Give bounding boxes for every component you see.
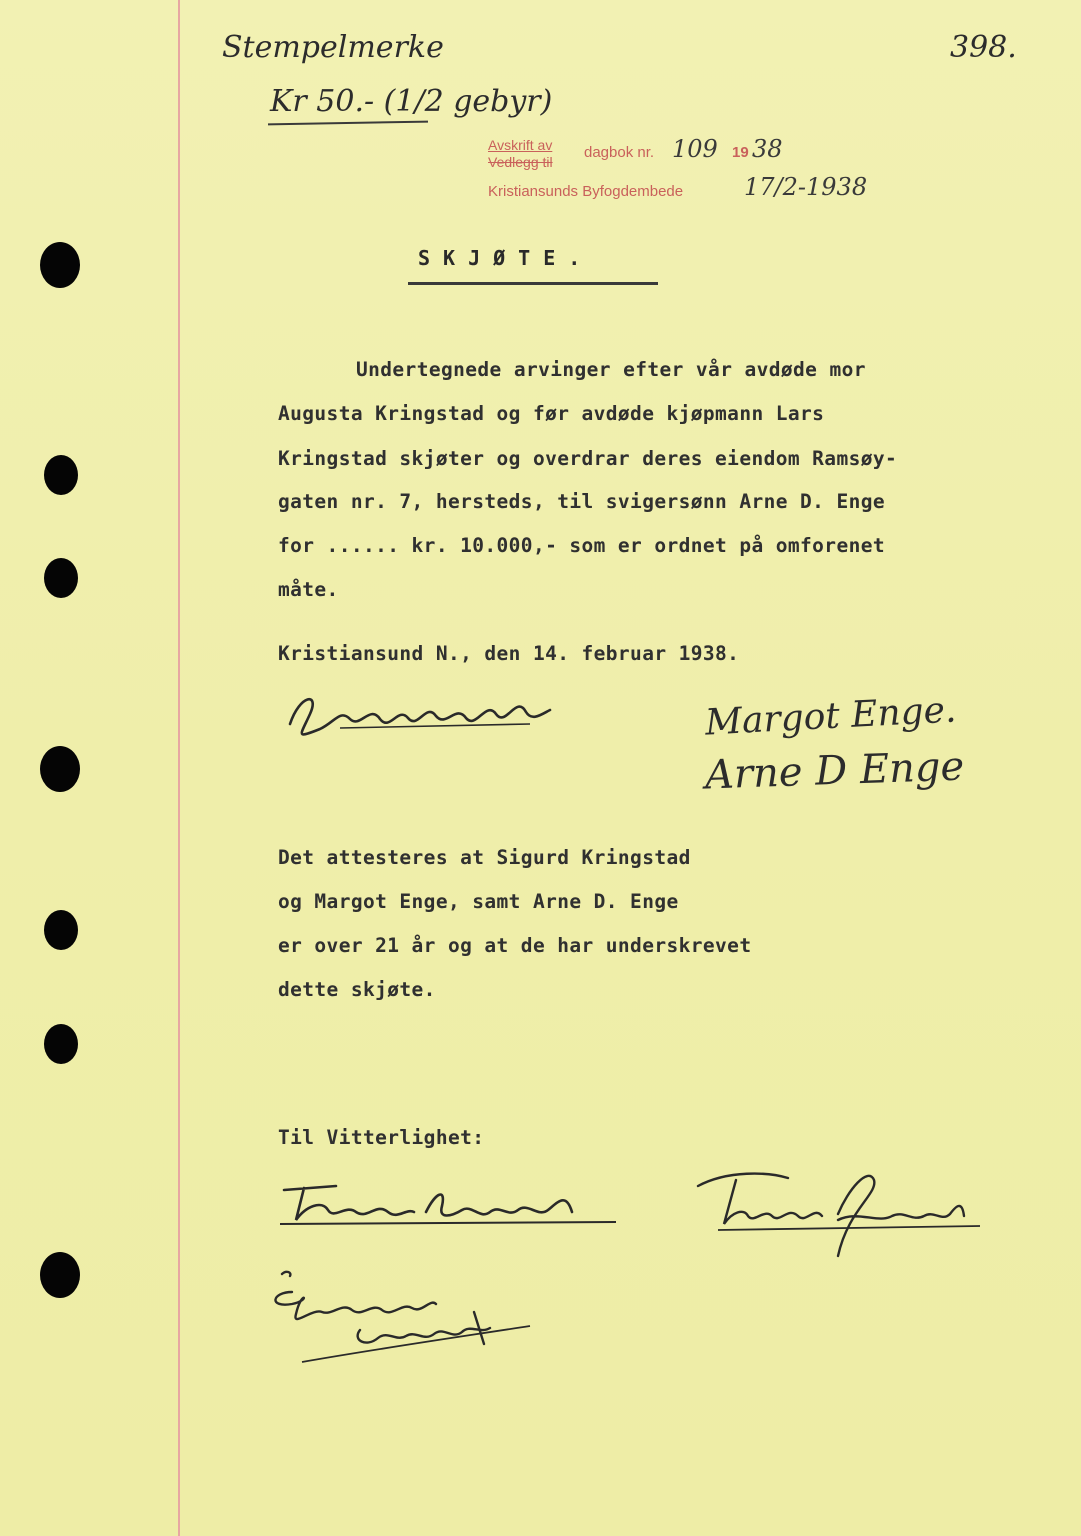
witness-label: Til Vitterlighet: [278, 1126, 485, 1149]
margin-rule [178, 0, 180, 1536]
punch-hole [40, 746, 80, 792]
year-suffix: 38 [752, 135, 783, 163]
body-line: Kringstad skjøter og overdrar deres eiendom Ramsøy- [278, 447, 898, 470]
stamp-marking-line2: Kr 50.- (1/2 gebyr) [270, 84, 553, 119]
body-line: gaten nr. 7, hersteds, til svigersønn Arne D. Enge [278, 490, 885, 513]
dagbok-number: 109 [672, 135, 718, 163]
stamp-year-prefix: 19 [732, 144, 749, 161]
signature-arne-enge: Arne D Enge [704, 743, 965, 799]
signature-margot-enge: Margot Enge. [704, 689, 958, 744]
body-line: Augusta Kringstad og før avdøde kjøpmann Lars [278, 402, 825, 425]
attestation-line: og Margot Enge, samt Arne D. Enge [278, 890, 679, 913]
signature-peder-lunvik [276, 1176, 621, 1232]
registry-date: 17/2-1938 [744, 173, 868, 201]
stamp-line1-a: Avskrift av [488, 137, 553, 153]
punch-hole [44, 558, 78, 598]
attestation-line: er over 21 år og at de har underskrevet [278, 934, 752, 957]
punch-hole [40, 1252, 80, 1298]
stamp-dagbok-label: dagbok nr. [584, 144, 655, 161]
attestation-line: dette skjøte. [278, 978, 436, 1001]
attestation-line: Det attesteres at Sigurd Kringstad [278, 846, 691, 869]
body-line: måte. [278, 578, 339, 601]
place-date: Kristiansund N., den 14. februar 1938. [278, 642, 740, 665]
body-line: for ...... kr. 10.000,- som er ordnet på omforenet [278, 534, 885, 557]
stamp-line1-b: Vedlegg til [488, 154, 553, 170]
signature-ingeborg-smidt [262, 1268, 542, 1364]
signature-torleif-lund [688, 1160, 988, 1260]
stamp-marking-line1: Stempelmerke [222, 30, 444, 65]
title-underline [408, 282, 658, 285]
punch-hole [44, 455, 78, 495]
signature-sigurd-kringstad [280, 684, 560, 744]
punch-hole [40, 242, 80, 288]
punch-hole [44, 910, 78, 950]
page-number: 398. [950, 30, 1017, 65]
body-line: Undertegnede arvinger efter vår avdøde mor [356, 358, 866, 381]
punch-hole [44, 1024, 78, 1064]
stamp-office: Kristiansunds Byfogdembede [488, 183, 684, 200]
registry-stamp [488, 137, 908, 207]
document-title: SKJØTE. [418, 246, 594, 270]
